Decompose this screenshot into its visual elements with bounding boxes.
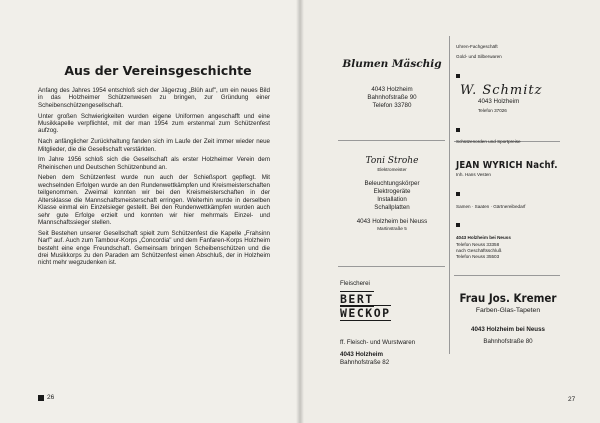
ad-kremer [454, 292, 562, 346]
ad-divider [454, 275, 560, 276]
ad-schmitz [456, 44, 560, 145]
shop-street: Bahnhofstraße 82 [340, 359, 390, 366]
page-gutter [296, 0, 304, 423]
shop-city: 4043 Holzheim bei Neuss [456, 235, 511, 241]
ad-bert-weckop [340, 280, 446, 288]
shop-name: Blumen Mäschig [342, 58, 442, 70]
paragraph: Neben dem Schützenfest wurde nun auch der Schießsport gepflegt. Mit wechselnden Erfolgen wurde an den Rundenwettkämpfen und Kreismeisterschaften teilgenommen. Zweimal konnten wir bei den Kreismeisterschaften in der Altersklasse die Mannschaftsmeisterschaft erringen. Weiterhin wurde in derselben Klasse einmal ein Einzelsieger gestellt. Bei den Rundenwettkämpfen wurden auch sehr gute Erfolge erzielt und konnten wir hier mehrmals Einzel- und Mannschaftssieger stellen. [38, 174, 270, 226]
shop-phone: Telefon Neuss 33358 [456, 241, 500, 247]
shop-phone: Telefon 37026 [478, 108, 507, 114]
ad-bert-weckop-details [340, 339, 446, 367]
shop-note: nach Geschäftsschluß [456, 247, 502, 253]
shop-trade: ff. Fleisch- und Wurstwaren [340, 339, 416, 346]
ad-divider-vertical [449, 36, 450, 354]
shop-phone: Telefon Neuss 35503 [456, 254, 500, 260]
paragraph: Nach anfänglicher Zurückhaltung fanden sich im Laufe der Zeit immer wieder neue Mitglieder, die die Gesellschaft verstärkten. [38, 138, 270, 153]
page-number-right: 27 [568, 396, 576, 403]
shop-item: Elektrogeräte [373, 188, 411, 196]
page-number-text: 26 [47, 394, 55, 401]
square-marker-icon [38, 395, 44, 401]
logo-line: BERT [340, 292, 374, 306]
shop-city: 4043 Holzheim [478, 98, 520, 106]
ad-divider [338, 266, 445, 267]
paragraph: Unter großen Schwierigkeiten wurden eigene Uniformen angeschafft und eine Musikkapelle verpflichtet, mit der man 1954 zum erstenmal zum Schützenfest aufzog. [38, 112, 270, 135]
shop-owner: Inh. Hans Vesten [456, 172, 491, 177]
bullet-icon [456, 223, 460, 227]
shop-city: 4043 Holzheim [340, 351, 383, 358]
ad-divider [338, 140, 445, 141]
logo-line: WECKOP [340, 306, 391, 320]
ad-jean-wyrich [456, 160, 560, 260]
shop-street: Bahnhofstraße 90 [367, 94, 417, 101]
shop-street: Bahnhofstraße 80 [483, 338, 533, 345]
article-title: Aus der Vereinsgeschichte [64, 63, 252, 78]
shop-city: 4043 Holzheim bei Neuss [471, 326, 545, 333]
shop-line: Gold- und Silberwaren [456, 54, 502, 60]
shop-name: Toni Strohe [365, 156, 419, 166]
ad-toni-strohe [338, 156, 446, 232]
shop-trade: Samen · Saaten · Gärtnereibedarf [456, 204, 526, 210]
page-number-left [38, 394, 54, 401]
paragraph: Seit Bestehen unserer Gesellschaft spielt zum Schützenfest die Kapelle „Frahsinn Narf" auf. Auch zum Tambour-Korps „Concordia" und dem Fanfaren-Korps Holzheim besteht eine enge Freundschaft. Gemeinsam bringen Scheibenschützen und die drei Musikkorps zu den Paraden am Schützenfest einen Abschluß, der in Holzheim nicht mehr wegzudenken ist. [38, 229, 270, 267]
shop-name: JEAN WYRICH Nachf. [456, 160, 558, 171]
ad-blumen-maeschig [338, 58, 446, 110]
shop-item: Beleuchtungskörper [364, 180, 420, 188]
bullet-icon [456, 74, 460, 78]
shop-phone: Telefon 33780 [372, 102, 412, 109]
bert-weckop-logo [340, 293, 396, 320]
shop-trade: Elektromeister [377, 167, 407, 172]
paragraph: Im Jahre 1956 schloß sich die Gesellschaft als erster Holzheimer Verein dem Rheinischen und Deutschen Schützenbund an. [38, 156, 270, 171]
shop-name: W. Schmitz [460, 83, 543, 99]
shop-item: Schallplatten [374, 204, 410, 212]
paragraph: Anfang des Jahres 1954 entschloß sich der Jägerzug „Blüh auf", um ein neues Bild in das Holzheimer Schützenwesen zu bringen, zur Gründung einer Scheibenschützengesellschaft. [38, 87, 270, 109]
shop-footer: Schützenorden und Sportpreise [456, 138, 521, 144]
shop-city: 4043 Holzheim bei Neuss [356, 218, 428, 226]
bullet-icon [456, 192, 460, 196]
bullet-icon [456, 128, 460, 132]
article-body [38, 87, 270, 270]
shop-street: Martinstraße 5 [377, 226, 407, 232]
shop-trade: Farben-Glas-Tapeten [475, 307, 541, 314]
shop-item: Installation [377, 196, 407, 204]
shop-name: Frau Jos. Kremer [459, 291, 557, 305]
shop-city: 4043 Holzheim [371, 86, 413, 93]
shop-line: Uhren-Fachgeschäft [456, 44, 498, 49]
shop-label: Fleischerei [340, 280, 370, 287]
